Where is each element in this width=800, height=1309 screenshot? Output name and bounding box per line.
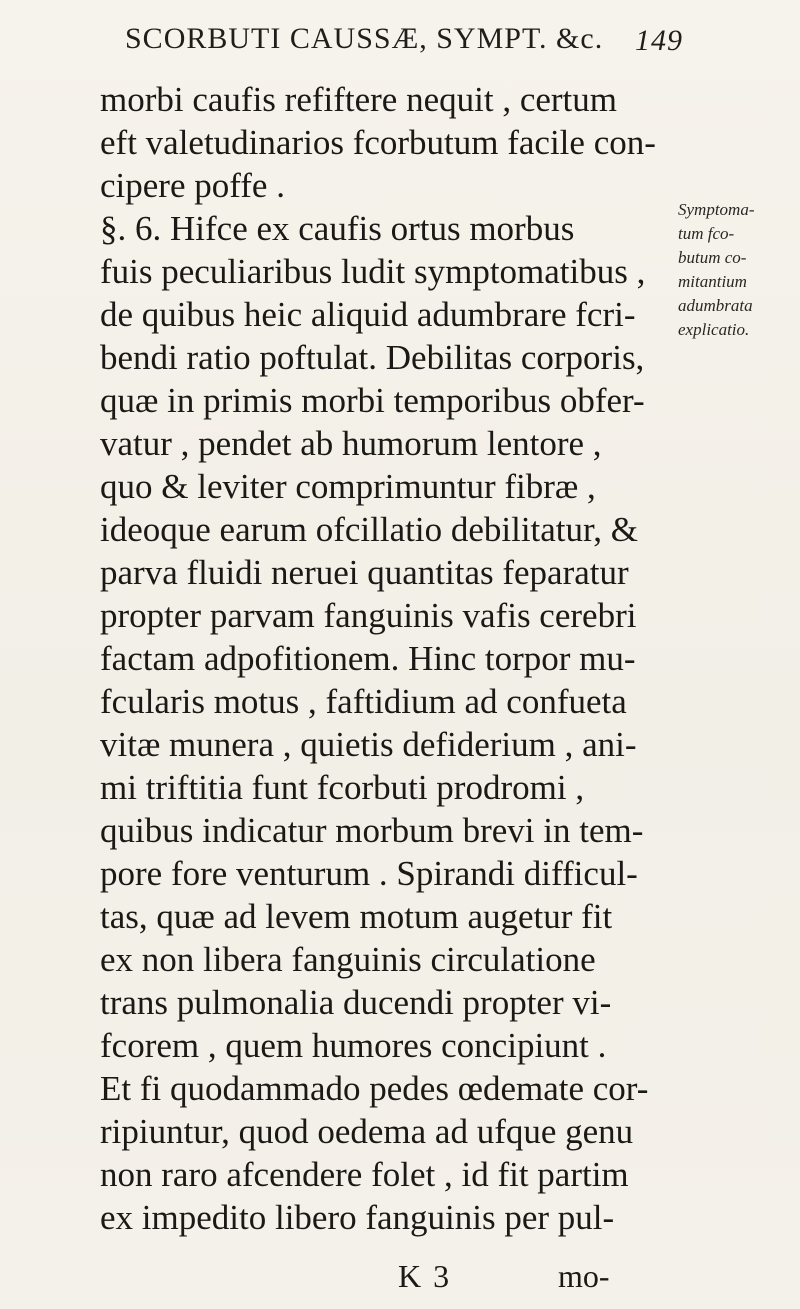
text-line: §. 6. Hifce ex caufis ortus morbus (100, 209, 575, 248)
margin-note-line: mitantium (678, 272, 747, 291)
text-line: Et fi quodammado pedes œdemate cor- (100, 1069, 649, 1108)
text-line: factam adpofitionem. Hinc torpor mu- (100, 639, 636, 678)
text-line: propter parvam fanguinis vafis cerebri (100, 596, 637, 635)
text-line: ex non libera fanguinis circulatione (100, 940, 596, 979)
text-line: ripiuntur, quod oedema ad ufque genu (100, 1112, 634, 1151)
running-title: SCORBUTI CAUSSÆ, SYMPT. &c. (125, 22, 604, 55)
margin-note-line: Symptoma- (678, 200, 755, 219)
text-line: eft valetudinarios fcorbutum facile con- (100, 123, 656, 162)
text-line: ideoque earum ofcillatio debilitatur, & (100, 510, 639, 549)
text-line: fcularis motus , faftidium ad confueta (100, 682, 627, 721)
text-line: quæ in primis morbi temporibus obfer- (100, 381, 645, 420)
margin-note-line: butum co- (678, 248, 747, 267)
catchword: mo- (558, 1258, 610, 1294)
text-line: pore fore venturum . Spirandi difficul- (100, 854, 638, 893)
signature-mark: K 3 (398, 1258, 452, 1294)
text-line: cipere poffe . (100, 166, 285, 205)
margin-note-line: adumbrata (678, 296, 753, 315)
text-line: vitæ munera , quietis defiderium , ani- (100, 725, 637, 764)
text-line: fcorem , quem humores concipiunt . (100, 1026, 607, 1065)
text-line: tas, quæ ad levem motum augetur fit (100, 897, 613, 936)
text-line: ex impedito libero fanguinis per pul- (100, 1198, 615, 1237)
text-line: de quibus heic aliquid adumbrare fcri- (100, 295, 636, 334)
margin-note-line: explicatio. (678, 320, 750, 339)
margin-note-line: tum fco- (678, 224, 735, 243)
text-line: quibus indicatur morbum brevi in tem- (100, 811, 644, 850)
text-line: parva fluidi neruei quantitas feparatur (100, 553, 629, 592)
text-line: vatur , pendet ab humorum lentore , (100, 424, 602, 463)
page-number: 149 (635, 24, 683, 57)
text-line: quo & leviter comprimuntur fibræ , (100, 467, 596, 506)
text-line: bendi ratio poftulat. Debilitas corporis, (100, 338, 645, 377)
text-line: non raro afcendere folet , id fit partim (100, 1155, 629, 1194)
text-line: morbi caufis refiftere nequit , certum (100, 80, 618, 119)
text-line: trans pulmonalia ducendi propter vi- (100, 983, 612, 1022)
running-header (125, 22, 685, 56)
text-line: mi triftitia funt fcorbuti prodromi , (100, 768, 585, 807)
text-line: fuis peculiaribus ludit symptomatibus , (100, 252, 646, 291)
